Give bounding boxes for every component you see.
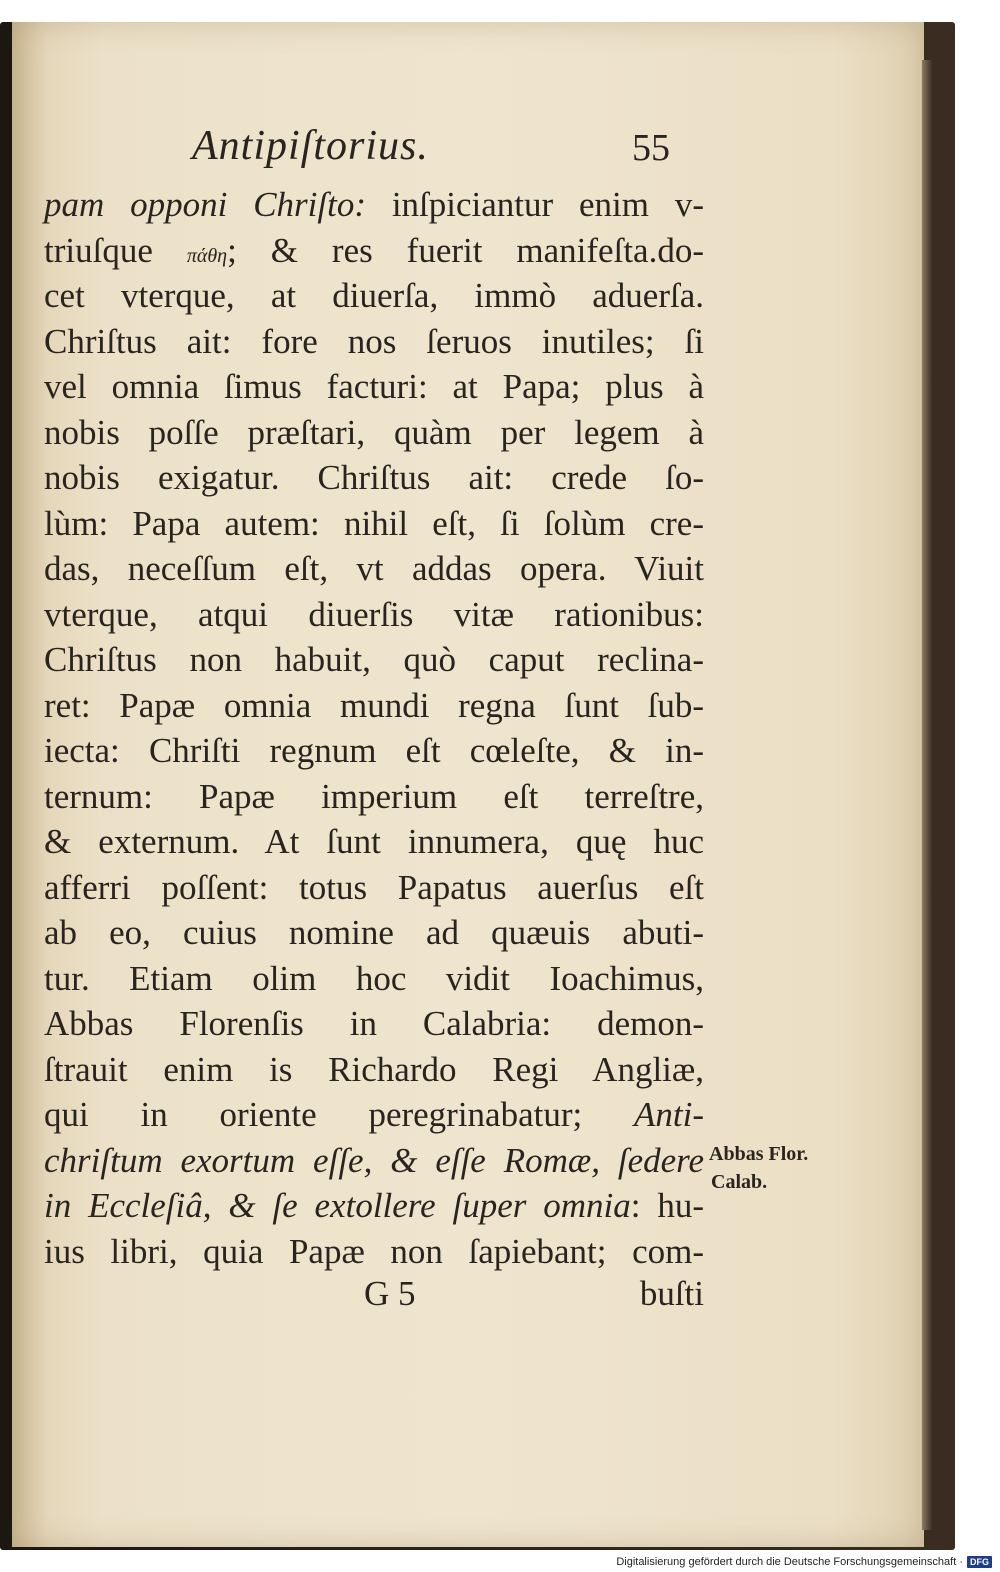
text-line xyxy=(44,546,704,592)
page-footer xyxy=(44,1274,704,1320)
text-line xyxy=(44,501,704,547)
text-line xyxy=(44,1047,704,1093)
text-line xyxy=(44,637,704,683)
text-run: nobis poſſe præſtari, quàm per legem à xyxy=(44,412,704,452)
text-line xyxy=(44,455,704,501)
text-line xyxy=(44,319,704,365)
page-edge-shadow xyxy=(922,60,932,1530)
margin-note xyxy=(709,1140,869,1196)
text-run: afferri poſſent: totus Papatus auerſus eſt xyxy=(44,867,704,907)
text-run: pam opponi Chriſto: xyxy=(44,185,366,224)
text-line xyxy=(44,1001,704,1047)
text-line xyxy=(44,1092,704,1138)
text-run: iecta: Chriſti regnum eſt cœleſte, & in- xyxy=(44,731,704,770)
text-line xyxy=(44,910,704,956)
text-run: chriſtum exortum eſſe, & eſſe Romæ, ſedere xyxy=(44,1140,704,1180)
text-run: in Eccleſiâ, & ſe extollere ſuper omnia xyxy=(44,1186,631,1225)
text-line xyxy=(44,683,704,729)
text-run: ab eo, cuius nomine ad quæuis abuti- xyxy=(44,913,704,952)
running-head xyxy=(182,122,682,178)
text-run: Anti- xyxy=(634,1095,704,1134)
text-run: qui in oriente peregrinabatur; xyxy=(44,1095,635,1134)
text-run: ret: Papæ omnia mundi regna ſunt ſub- xyxy=(44,685,704,725)
text-line xyxy=(44,273,704,319)
text-line xyxy=(44,364,704,410)
text-run: vel omnia ſimus facturi: at Papa; plus à xyxy=(44,367,704,406)
text-run: das, neceſſum eſt, vt addas opera. Viuit xyxy=(44,549,704,588)
text-run: Chriſtus ait: fore nos ſeruos inutiles; ſi xyxy=(44,321,704,361)
body-text xyxy=(44,182,704,1274)
running-title: Antipiſtorius. xyxy=(192,123,429,169)
page-number: 55 xyxy=(632,127,670,169)
margin-note-line: Abbas Flor. xyxy=(709,1143,809,1165)
text-line xyxy=(44,774,704,820)
dfg-logo: DFG xyxy=(967,1556,992,1568)
catchword: buſti xyxy=(639,1274,704,1313)
text-run: Chriſtus non habuit, quò caput reclina- xyxy=(44,640,704,679)
text-line xyxy=(44,592,704,638)
text-run: lùm: Papa autem: nihil eſt, ſi ſolùm cre- xyxy=(44,503,704,543)
text-line xyxy=(44,410,704,456)
text-line xyxy=(44,182,704,228)
text-line xyxy=(44,865,704,911)
text-run: ſtrauit enim is Richardo Regi Angliæ, xyxy=(44,1049,704,1089)
text-run: & externum. At ſunt innumera, quę huc xyxy=(44,822,704,861)
text-line xyxy=(44,819,704,865)
text-line xyxy=(44,1229,704,1275)
signature-mark: G 5 xyxy=(364,1274,416,1313)
text-line xyxy=(44,956,704,1002)
text-line xyxy=(44,728,704,774)
text-run: ; & res fuerit manifeſta.do- xyxy=(227,230,704,270)
text-run: triuſque xyxy=(44,230,187,270)
text-line xyxy=(44,228,704,274)
text-line xyxy=(44,1183,704,1229)
text-run: nobis exigatur. Chriſtus ait: crede ſo- xyxy=(44,458,704,497)
text-run: Abbas Florenſis in Calabria: demon- xyxy=(44,1004,704,1043)
text-run: vterque, atqui diuerſis vitæ rationibus: xyxy=(44,594,704,634)
text-run: ternum: Papæ imperium eſt terreſtre, xyxy=(44,776,704,816)
digitization-credit xyxy=(616,1554,992,1570)
text-line xyxy=(44,1138,704,1184)
credit-text: Digitalisierung gefördert durch die Deutsche Forschungsgemeinschaft · xyxy=(616,1556,963,1568)
book-page xyxy=(12,22,924,1547)
text-run: tur. Etiam olim hoc vidit Ioachimus, xyxy=(44,958,704,998)
margin-note-line: Calab. xyxy=(711,1171,768,1193)
text-run: : hu- xyxy=(630,1186,704,1225)
text-run: πάθη xyxy=(186,244,228,267)
text-run: inſpiciantur enim v- xyxy=(365,185,704,224)
text-run: cet vterque, at diuerſa, immò aduerſa. xyxy=(44,276,704,315)
text-run: ius libri, quia Papæ non ſapiebant; com- xyxy=(44,1231,704,1271)
